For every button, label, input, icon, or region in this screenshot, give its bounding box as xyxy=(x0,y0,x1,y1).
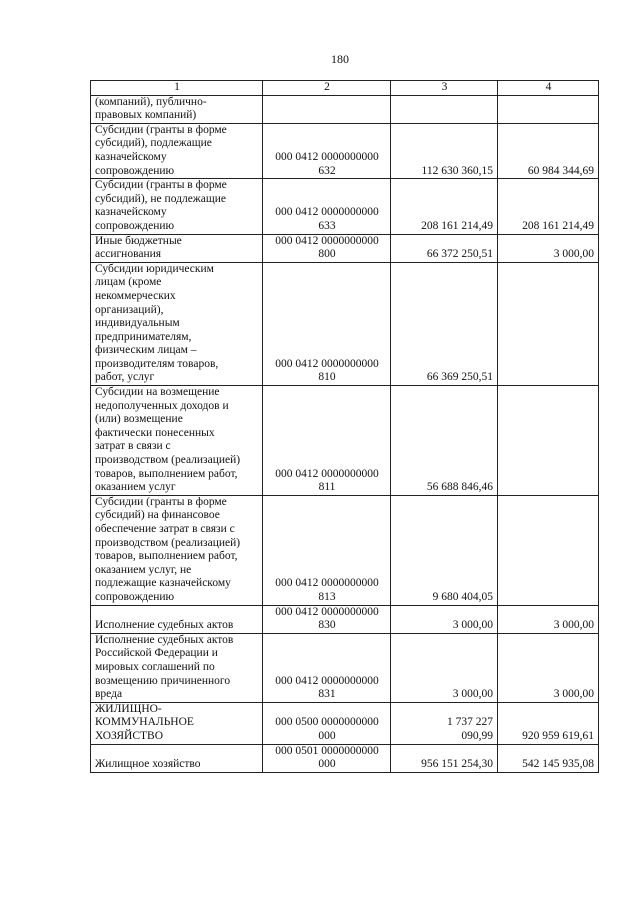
budget-code-cell xyxy=(263,702,391,744)
item-name-cell xyxy=(91,386,263,496)
amount-col3-cell xyxy=(391,234,498,262)
table-body xyxy=(91,81,599,773)
cell-text-line: возмещению причиненного xyxy=(95,674,231,687)
cell-text-line: ассигнования xyxy=(95,248,162,261)
header-col-1: 1 xyxy=(91,81,263,96)
cell-text-line: 633 xyxy=(318,219,336,232)
cell-text-line: Субсидии (гранты в форме xyxy=(95,123,227,136)
cell-text-line: (компаний), публично- xyxy=(95,95,207,108)
cell-text-line: товаров, выполнением работ, xyxy=(95,550,238,563)
header-col-2: 2 xyxy=(263,81,391,96)
table-row xyxy=(91,179,599,234)
cell-text-line: физическим лицам – xyxy=(95,344,197,357)
cell-text-line: 9 680 404,05 xyxy=(432,590,493,603)
budget-code-cell xyxy=(263,633,391,702)
cell-text-line: Субсидии на возмещение xyxy=(95,386,220,399)
budget-code-cell xyxy=(263,386,391,496)
cell-text-line: Субсидии юридическим xyxy=(95,262,214,275)
cell-text-line: 000 0412 0000000000 xyxy=(275,357,379,370)
cell-text-line: субсидий) на финансовое xyxy=(95,509,220,522)
amount-col4-cell xyxy=(498,744,599,772)
cell-text-line: 920 959 619,61 xyxy=(522,729,594,742)
cell-text-line: 800 xyxy=(318,248,336,261)
cell-text-line: оказанием услуг, не xyxy=(95,563,192,576)
cell-text-line: производителям товаров, xyxy=(95,357,219,370)
budget-code-cell xyxy=(263,234,391,262)
cell-text-line: 813 xyxy=(318,590,336,603)
table-row xyxy=(91,386,599,496)
cell-text-line: сопровождению xyxy=(95,590,175,603)
cell-text-line: фактически понесенных xyxy=(95,426,215,439)
cell-text-line: 000 xyxy=(318,729,336,742)
cell-text-line: 3 000,00 xyxy=(452,688,493,701)
budget-code-cell xyxy=(263,95,391,123)
cell-text-line: 000 0412 0000000000 xyxy=(275,206,379,219)
cell-text-line: товаров, выполнением работ, xyxy=(95,467,238,480)
cell-text-line: 56 688 846,46 xyxy=(426,481,493,494)
cell-text-line: 000 0412 0000000000 xyxy=(275,605,379,618)
table-row xyxy=(91,495,599,605)
budget-table xyxy=(90,80,599,773)
cell-text-line: Субсидии (гранты в форме xyxy=(95,495,227,508)
amount-col3-cell xyxy=(391,386,498,496)
amount-col3-cell xyxy=(391,179,498,234)
cell-text-line: 831 xyxy=(318,688,336,701)
cell-text-line: 810 xyxy=(318,371,336,384)
cell-text-line: Исполнение судебных актов xyxy=(95,619,234,632)
cell-text-line: 830 xyxy=(318,619,336,632)
budget-code-cell xyxy=(263,179,391,234)
cell-text-line: правовых компаний) xyxy=(95,109,197,122)
amount-col4-cell xyxy=(498,702,599,744)
budget-code-cell xyxy=(263,123,391,178)
cell-text-line: мировых соглашений по xyxy=(95,660,215,673)
page-number: 180 xyxy=(331,52,349,66)
cell-text-line: казначейскому xyxy=(95,150,167,163)
cell-text-line: затрат в связи с xyxy=(95,440,171,453)
amount-col3-cell xyxy=(391,262,498,385)
cell-text-line: 208 161 214,49 xyxy=(522,219,594,232)
cell-text-line: Иные бюджетные xyxy=(95,234,182,247)
cell-text-line: 632 xyxy=(318,164,336,177)
cell-text-line: оказанием услуг xyxy=(95,481,176,494)
cell-text-line: 66 372 250,51 xyxy=(426,248,493,261)
amount-col3-cell xyxy=(391,95,498,123)
amount-col4-cell xyxy=(498,95,599,123)
item-name-cell xyxy=(91,179,263,234)
cell-text-line: сопровождению xyxy=(95,164,175,177)
cell-text-line: субсидий), подлежащие xyxy=(95,137,212,150)
cell-text-line: предпринимателям, xyxy=(95,330,192,343)
budget-code-cell xyxy=(263,495,391,605)
header-col-3: 3 xyxy=(391,81,498,96)
cell-text-line: 3 000,00 xyxy=(553,248,594,261)
cell-text-line: 3 000,00 xyxy=(553,688,594,701)
cell-text-line: 3 000,00 xyxy=(553,619,594,632)
cell-text-line: 1 737 227 xyxy=(447,716,493,729)
budget-code-cell xyxy=(263,605,391,633)
budget-code-cell xyxy=(263,262,391,385)
cell-text-line: 000 0412 0000000000 xyxy=(275,467,379,480)
cell-text-line: 811 xyxy=(318,481,336,494)
cell-text-line: вреда xyxy=(95,688,123,701)
cell-text-line: (или) возмещение xyxy=(95,413,183,426)
cell-text-line: 000 0412 0000000000 xyxy=(275,234,379,247)
amount-col3-cell xyxy=(391,744,498,772)
table-row xyxy=(91,123,599,178)
cell-text-line: недополученных доходов и xyxy=(95,399,229,412)
cell-text-line: КОММУНАЛЬНОЕ xyxy=(95,716,194,729)
table-row xyxy=(91,95,599,123)
cell-text-line: подлежащие казначейскому xyxy=(95,577,231,590)
item-name-cell xyxy=(91,262,263,385)
cell-text-line: 000 xyxy=(318,758,336,771)
amount-col4-cell xyxy=(498,495,599,605)
item-name-cell xyxy=(91,234,263,262)
table-row xyxy=(91,605,599,633)
cell-text-line: Субсидии (гранты в форме xyxy=(95,179,227,192)
amount-col4-cell xyxy=(498,179,599,234)
cell-text-line: некоммерческих xyxy=(95,289,176,302)
amount-col4-cell xyxy=(498,605,599,633)
table-row xyxy=(91,262,599,385)
amount-col3-cell xyxy=(391,633,498,702)
cell-text-line: индивидуальным xyxy=(95,317,180,330)
amount-col3-cell xyxy=(391,605,498,633)
cell-text-line: 000 0412 0000000000 xyxy=(275,577,379,590)
amount-col3-cell xyxy=(391,123,498,178)
cell-text-line: ХОЗЯЙСТВО xyxy=(95,729,163,742)
cell-text-line: 112 630 360,15 xyxy=(421,164,493,177)
table-row xyxy=(91,633,599,702)
amount-col3-cell xyxy=(391,702,498,744)
cell-text-line: ЖИЛИЩНО- xyxy=(95,702,162,715)
amount-col4-cell xyxy=(498,386,599,496)
cell-text-line: субсидий), не подлежащие xyxy=(95,192,226,205)
amount-col4-cell xyxy=(498,633,599,702)
cell-text-line: 956 151 254,30 xyxy=(421,758,493,771)
cell-text-line: Исполнение судебных актов xyxy=(95,633,234,646)
table-row xyxy=(91,744,599,772)
item-name-cell xyxy=(91,605,263,633)
item-name-cell xyxy=(91,495,263,605)
table-row xyxy=(91,234,599,262)
cell-text-line: 208 161 214,49 xyxy=(421,219,493,232)
cell-text-line: 000 0500 0000000000 xyxy=(275,716,379,729)
budget-code-cell xyxy=(263,744,391,772)
table-header-row xyxy=(91,81,599,96)
item-name-cell xyxy=(91,95,263,123)
cell-text-line: 090,99 xyxy=(461,729,493,742)
amount-col3-cell xyxy=(391,495,498,605)
cell-text-line: организаций), xyxy=(95,303,164,316)
item-name-cell xyxy=(91,744,263,772)
cell-text-line: 60 984 344,69 xyxy=(527,164,594,177)
cell-text-line: 000 0412 0000000000 xyxy=(275,674,379,687)
item-name-cell xyxy=(91,702,263,744)
cell-text-line: Жилищное хозяйство xyxy=(95,758,201,771)
cell-text-line: работ, услуг xyxy=(95,371,155,384)
cell-text-line: лицам (кроме xyxy=(95,276,162,289)
cell-text-line: обеспечение затрат в связи с xyxy=(95,523,235,535)
header-col-4: 4 xyxy=(498,81,599,96)
item-name-cell xyxy=(91,123,263,178)
amount-col4-cell xyxy=(498,234,599,262)
cell-text-line: 3 000,00 xyxy=(452,619,493,632)
cell-text-line: 542 145 935,08 xyxy=(522,758,594,771)
cell-text-line: 000 0412 0000000000 xyxy=(275,150,379,163)
cell-text-line: казначейскому xyxy=(95,206,167,219)
cell-text-line: 000 0501 0000000000 xyxy=(275,744,379,757)
cell-text-line: производством (реализацией) xyxy=(95,536,241,549)
amount-col4-cell xyxy=(498,262,599,385)
item-name-cell xyxy=(91,633,263,702)
cell-text-line: Российской Федерации и xyxy=(95,647,218,660)
amount-col4-cell xyxy=(498,123,599,178)
cell-text-line: сопровождению xyxy=(95,219,175,232)
cell-text-line: 66 369 250,51 xyxy=(426,371,493,384)
table-row xyxy=(91,702,599,744)
cell-text-line: производством (реализацией) xyxy=(95,454,241,467)
